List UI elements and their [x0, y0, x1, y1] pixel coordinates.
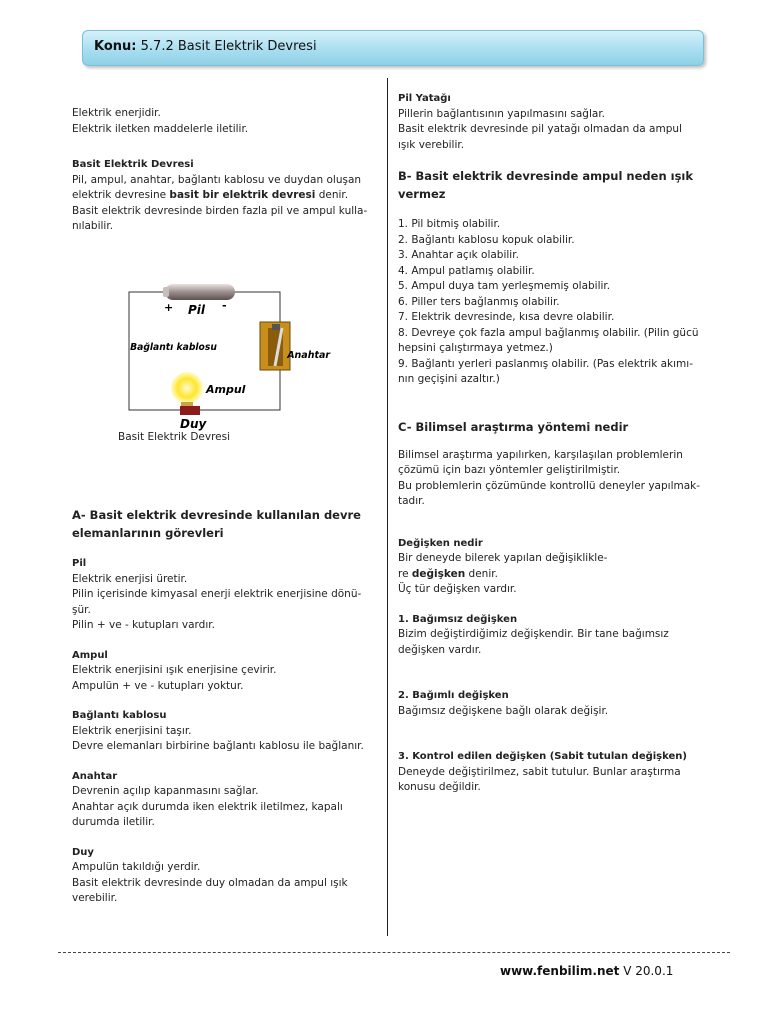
section-b-heading: vermez [398, 187, 446, 201]
bulb [171, 372, 203, 404]
switch-label: Anahtar [287, 349, 331, 362]
list-item: hepsini çalıştırmaya yetmez.) [398, 342, 553, 354]
list-item: 8. Devreye çok fazla ampul bağlanmış olabilir. (Pilin gücü [398, 326, 699, 339]
basit-line: Basit elektrik devresinde birden fazla pil ve ampul kulla- [72, 204, 368, 217]
list-item: 6. Piller ters bağlanmış olabilir. [398, 295, 560, 308]
right-column [398, 91, 708, 796]
pil-line: şür. [72, 603, 91, 616]
list-item: 3. Anahtar açık olabilir. [398, 249, 519, 261]
pil-yatagi-line: Basit elektrik devresinde pil yatağı olmadan da ampul [398, 123, 682, 135]
topic-name: 5.7.2 Basit Elektrik Devresi [140, 39, 317, 54]
pil-heading: Pil [72, 558, 87, 569]
c-line: Bu problemlerin çözümünde kontrollü deneyler yapılmak- [398, 479, 701, 492]
basit-line: elektrik devresine basit bir elektrik devresi denir. [72, 189, 349, 201]
circuit-diagram [120, 276, 331, 446]
cable-label: Bağlantı kablosu [130, 341, 217, 354]
column-divider [387, 78, 388, 936]
pil-yatagi-line: Pillerin bağlantısının yapılmasını sağlar. [398, 107, 606, 120]
degisken-line: Bir deneyde bilerek yapılan değişiklikle- [398, 552, 608, 564]
list-item: 2. Bağlantı kablosu kopuk olabilir. [398, 233, 575, 246]
list-item: 5. Ampul duya tam yerleşmemiş olabilir. [398, 280, 611, 292]
list-item: 1. Pil bitmiş olabilir. [398, 218, 501, 230]
kontrol-heading: 3. Kontrol edilen değişken (Sabit tutulan değişken) [398, 751, 687, 762]
list-item: nın geçişini azaltır.) [398, 373, 500, 385]
basit-line: Pil, ampul, anahtar, bağlantı kablosu ve duydan oluşan [72, 173, 362, 186]
bagimli-heading: 2. Bağımlı değişken [398, 690, 509, 701]
anahtar-line: durumda iletilir. [72, 816, 155, 828]
degisken-line: re değişken denir. [398, 567, 498, 580]
c-line: Bilimsel araştırma yapılırken, karşılaşılan problemlerin [398, 448, 683, 461]
list-item: 7. Elektrik devresinde, kısa devre olabilir. [398, 311, 615, 323]
topic-label: Konu: [94, 39, 137, 54]
anahtar-line: Anahtar açık durumda iken elektrik iletilmez, kapalı [72, 800, 343, 813]
list-item: 9. Bağlantı yerleri paslanmış olabilir. (Pas elektrik akımı- [398, 357, 693, 370]
pil-line: Pilin + ve - kutupları vardır. [72, 619, 215, 631]
battery-plus: + [164, 301, 174, 314]
ampul-line: Ampulün + ve - kutupları yoktur. [72, 679, 244, 692]
list-item: 4. Ampul patlamış olabilir. [398, 264, 535, 277]
battery [165, 284, 235, 300]
basit-line: nılabilir. [72, 220, 114, 232]
bagimsiz-heading: 1. Bağımsız değişken [398, 613, 518, 625]
battery-minus: - [222, 299, 227, 312]
footer-site: www.fenbilim.net [500, 964, 620, 978]
pil-line: Elektrik enerjisi üretir. [72, 572, 188, 585]
section-a-heading: elemanlarının görevleri [72, 526, 224, 540]
topic-banner [82, 30, 704, 66]
pil-line: Pilin içerisinde kimyasal enerji elektrik enerjisine dönü- [72, 588, 362, 600]
kontrol-line: konusu değildir. [398, 781, 481, 793]
ampul-line: Elektrik enerjisini ışık enerjisine çevirir. [72, 664, 277, 676]
kablo-line: Elektrik enerjisini taşır. [72, 724, 192, 737]
socket-label: Duy [180, 417, 207, 431]
intro-line: Elektrik iletken maddelerle iletilir. [72, 122, 249, 135]
diagram-caption: Basit Elektrik Devresi [118, 431, 231, 443]
bagimli-line: Bağımsız değişkene bağlı olarak değişir. [398, 704, 609, 717]
footer [500, 964, 673, 978]
degisken-heading: Değişken nedir [398, 537, 483, 549]
anahtar-heading: Anahtar [72, 770, 118, 782]
duy-line: Ampulün takıldığı yerdir. [72, 861, 201, 873]
basit-heading: Basit Elektrik Devresi [72, 159, 194, 170]
duy-line: verebilir. [72, 892, 118, 904]
section-a-heading: A- Basit elektrik devresinde kullanılan devre [72, 508, 361, 522]
battery-label: Pil [188, 303, 206, 317]
c-line: çözümü için bazı yöntemler geliştirilmiştir. [398, 464, 621, 476]
bagimsiz-line: Bizim değiştirdiğimiz değişkendir. Bir tane bağımsız [398, 628, 669, 640]
intro-line: Elektrik enerjidir. [72, 107, 161, 119]
kontrol-line: Deneyde değiştirilmez, sabit tutulur. Bunlar araştırma [398, 765, 681, 778]
topic-title [94, 39, 317, 54]
kablo-heading: Bağlantı kablosu [72, 710, 167, 721]
left-column-bottom [72, 506, 382, 907]
c-line: tadır. [398, 495, 425, 507]
pil-yatagi-line: ışık verebilir. [398, 138, 465, 151]
degisken-line: Üç tür değişken vardır. [398, 583, 517, 595]
socket [180, 406, 200, 415]
kablo-line: Devre elemanları birbirine bağlantı kablosu ile bağlanır. [72, 740, 364, 752]
section-c-heading: C- Bilimsel araştırma yöntemi nedir [398, 419, 629, 434]
reasons-list [398, 217, 708, 388]
ampul-heading: Ampul [72, 649, 108, 661]
footer-version: V 20.0.1 [623, 964, 674, 978]
section-b-heading: B- Basit elektrik devresinde ampul neden ışık [398, 169, 694, 183]
footer-divider [58, 952, 730, 953]
anahtar-line: Devrenin açılıp kapanmasını sağlar. [72, 785, 259, 797]
bulb-label: Ampul [206, 383, 246, 396]
bagimsiz-line: değişken vardır. [398, 643, 482, 656]
pil-yatagi-heading: Pil Yatağı [398, 93, 451, 104]
duy-line: Basit elektrik devresinde duy olmadan da ampul ışık [72, 876, 348, 889]
duy-heading: Duy [72, 846, 94, 858]
left-column-top [72, 106, 380, 235]
